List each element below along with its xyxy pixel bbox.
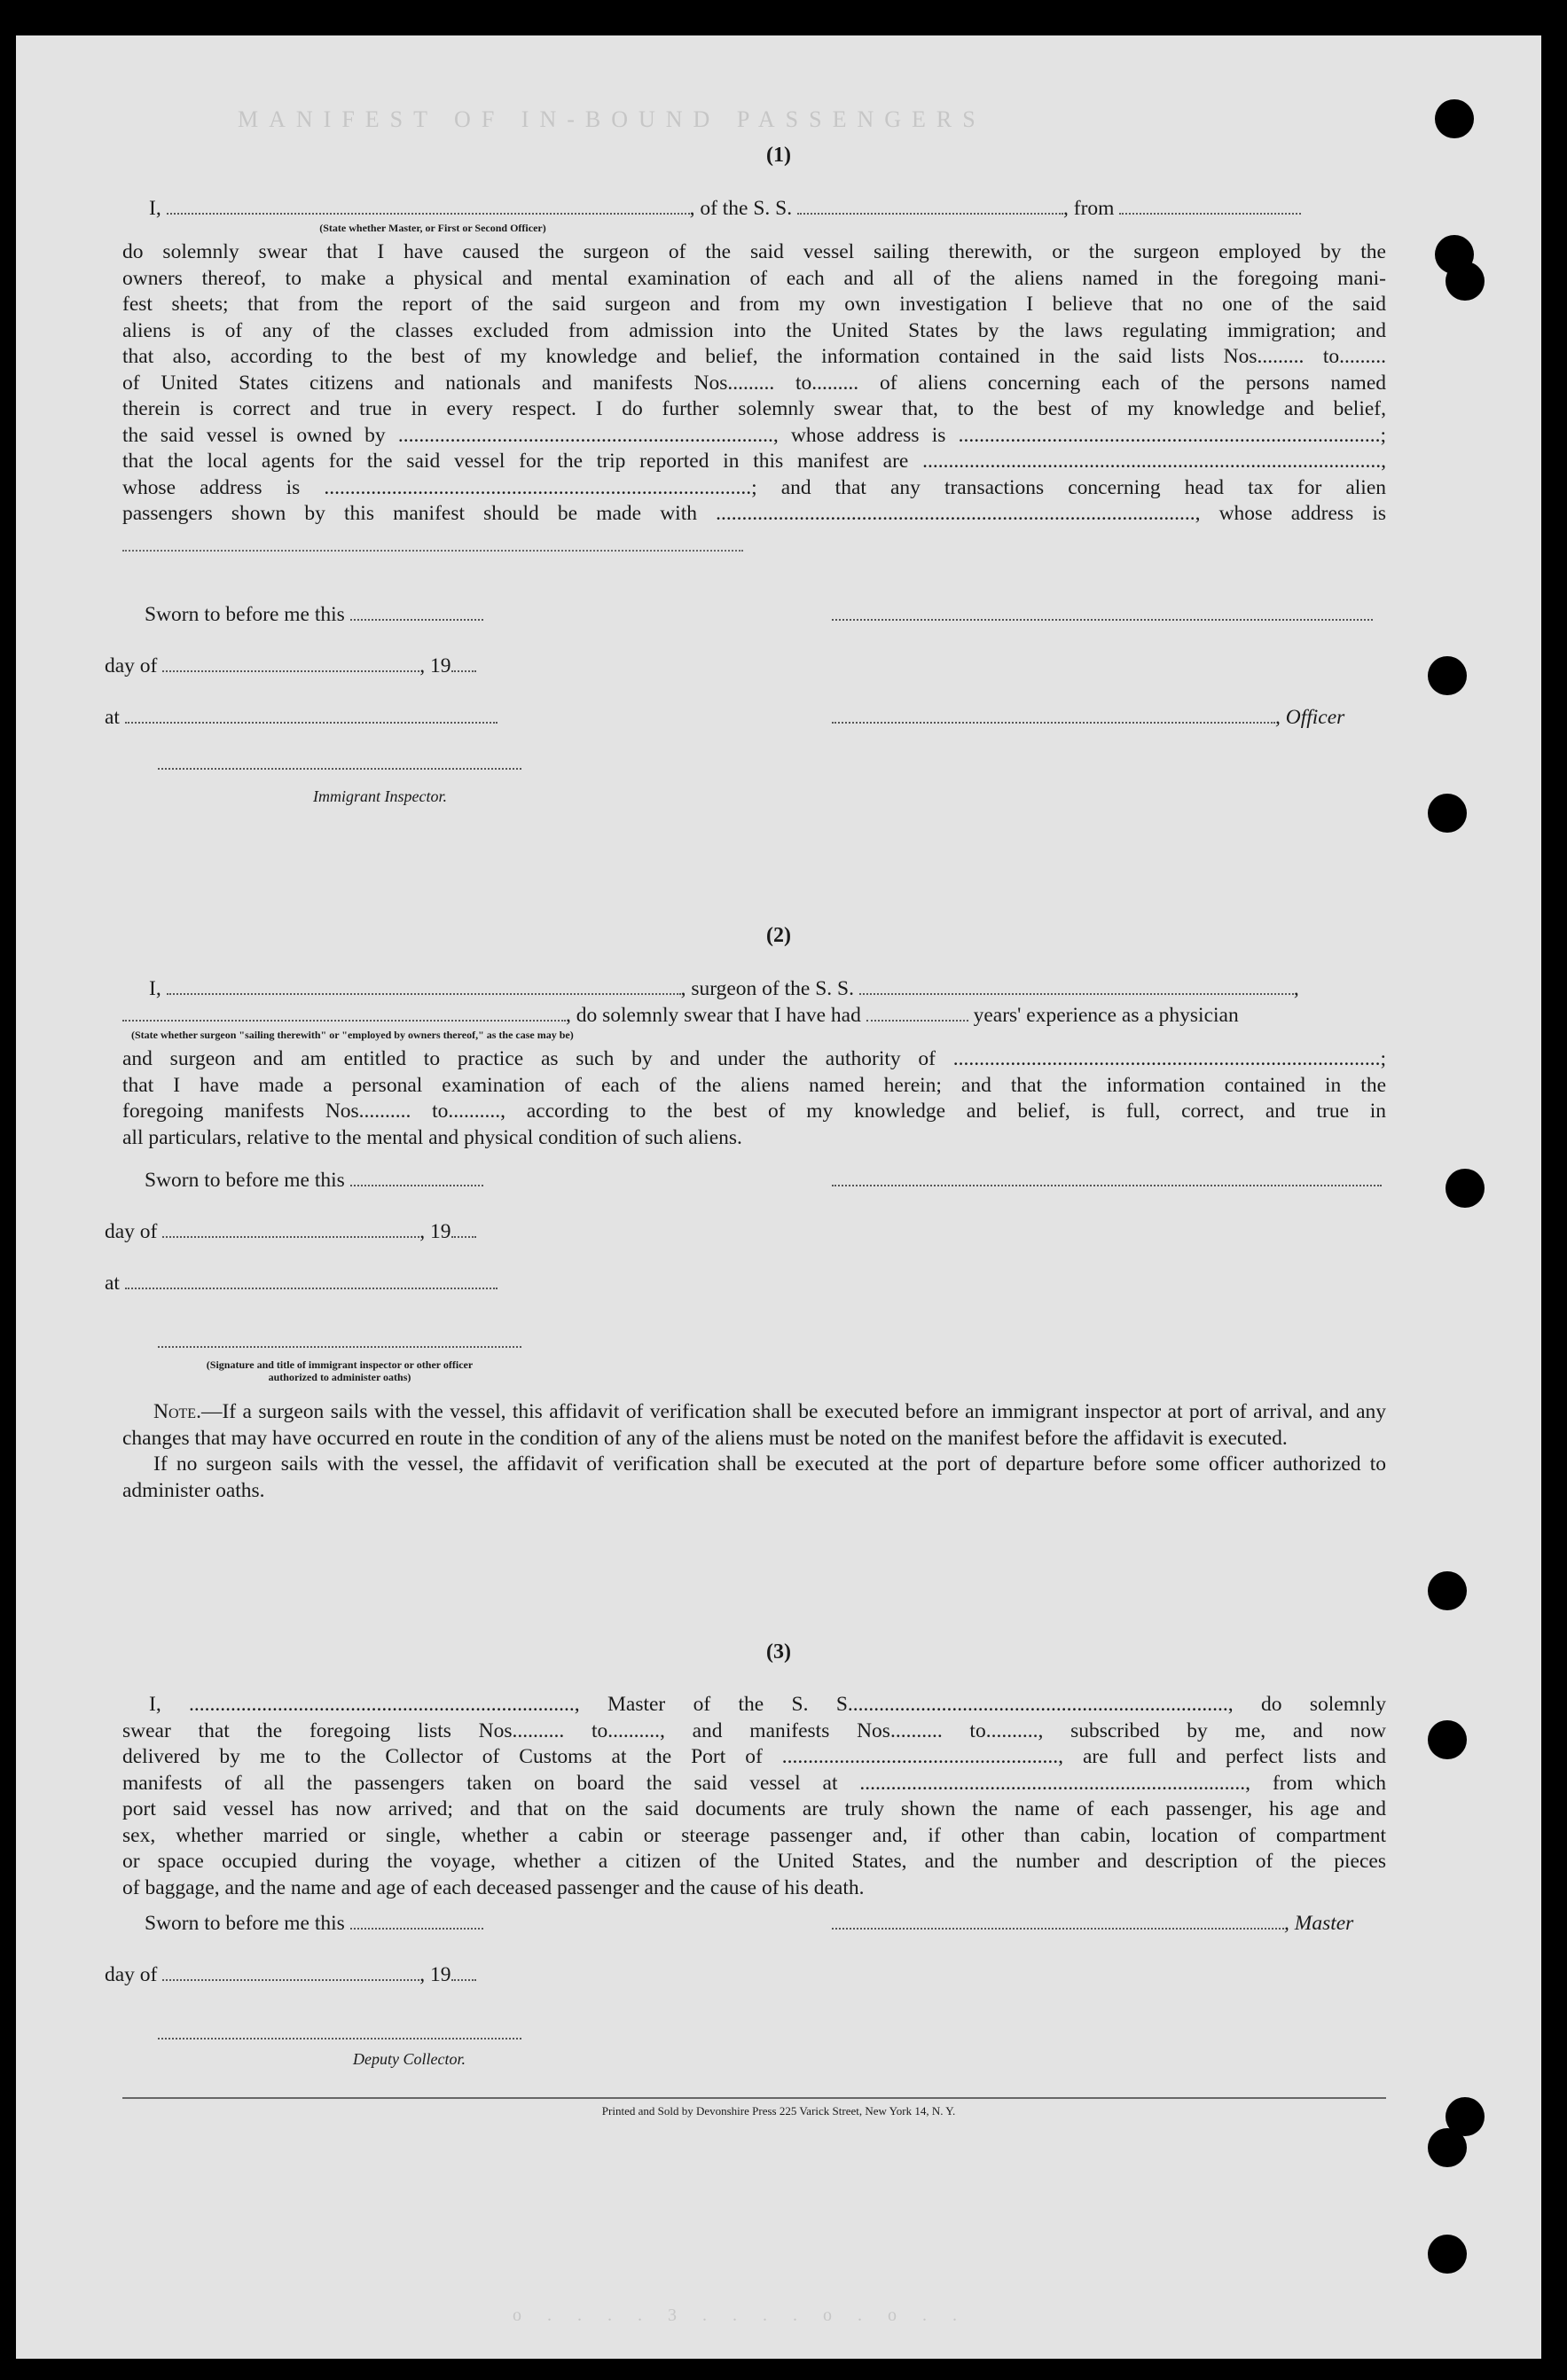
day-of-field[interactable] [162,1963,419,1981]
sworn-day-field[interactable] [350,1912,483,1930]
section-1-at-line: at [105,706,498,730]
continuation-dots [122,550,743,552]
section-2-second-line: , do solemnly swear that I have had years' experience as a physician [122,1004,1239,1028]
master-signature-field[interactable] [832,1912,1284,1930]
section-3-oath-paragraph: I, .........................................................................., Master of the S. S........................................................................., do solemnly swear that the foregoing lists Nos.......... to.........., and manifests Nos.......... to.........., subscribed by me, and now delivered by me to the Collector of Customs at the Port of ....................................................., are full and perfect lists and manifests of all the passengers taken on board the said vessel at .........................................................................., from which port said vessel has now arrived; and that on the said documents are truly shown the name of each passenger, his age and sex, whether married or single, whether a cabin or steerage passenger and, if other than cabin, location of compartment or space occupied during the voyage, whether a citizen of the United States, and the number and description of the pieces of baggage, and the name and age of each deceased passenger and the cause of his death. [122,1693,1386,1899]
bleed-through-mark: o . . . . 3 . . . . o . o . . [513,2306,968,2325]
section-2-oath-paragraph: and surgeon and am entitled to practice as such by and under the authority of ..................................................................................; that I have made a personal examination of each of the aliens named herein; and that the information contained in the foregoing manifests Nos.......... to.........., according to the best of my knowledge and belief, is full, correct, and true in all particulars, relative to the mental and physical condition of such aliens. [122,1047,1386,1149]
year-field[interactable] [451,654,476,672]
punch-hole [1428,2128,1467,2167]
punch-hole [1435,99,1474,138]
surgeon-status-field[interactable] [122,1004,566,1022]
year-field[interactable] [451,1963,476,1981]
at-place-field[interactable] [125,1272,498,1289]
section-1-opening-line: I, , of the S. S. , from [149,197,1301,221]
section-3-number: (3) [766,1640,791,1664]
years-experience-field[interactable] [866,1004,968,1022]
surgeon-signature-line[interactable] [832,1169,1382,1193]
punch-hole [1428,1720,1467,1759]
administering-officer-signature-line[interactable] [158,1330,521,1354]
section-2-sworn-line: Sworn to before me this [145,1169,483,1193]
section-2-at-line: at [105,1272,498,1296]
officer-rank-note: (State whether Master, or First or Second Officer) [319,222,546,234]
form-page [16,35,1541,2359]
punch-hole [1446,1169,1485,1208]
section-3-day-of-line: day of , 19 [105,1963,476,1987]
surgeon-vessel-field[interactable] [859,977,1294,995]
day-of-field[interactable] [162,654,419,672]
officer-name-field[interactable] [167,197,690,215]
officer-signature-field[interactable] [832,706,1275,724]
printer-imprint: Printed and Sold by Devonshire Press 225 Varick Street, New York 14, N. Y. [601,2104,956,2118]
section-2-day-of-line: day of , 19 [105,1220,476,1244]
section-1-sworn-line: Sworn to before me this [145,603,483,627]
footer-rule [122,2097,1386,2099]
day-of-field[interactable] [162,1220,419,1238]
sworn-day-field[interactable] [350,1169,483,1186]
master-signature-line: , Master [832,1912,1353,1936]
deputy-collector-label: Deputy Collector. [353,2050,466,2068]
year-field[interactable] [451,1220,476,1238]
surgeon-status-note: (State whether surgeon "sailing therewith" or "employed by owners thereof," as the case may be) [131,1029,574,1041]
section-2-number: (2) [766,924,791,947]
section-2-opening-line: I, , surgeon of the S. S. , [149,977,1299,1000]
punch-hole [1428,656,1467,695]
section-1-number: (1) [766,144,791,167]
punch-hole [1428,2235,1467,2274]
inspector-signature-line[interactable] [158,752,521,776]
surgeon-name-field[interactable] [167,977,681,995]
sworn-day-field[interactable] [350,603,483,621]
punch-hole [1428,794,1467,833]
section-3-sworn-line: Sworn to before me this [145,1912,483,1936]
administering-officer-caption: (Signature and title of immigrant inspector or other officer authorized to administer oaths) [206,1358,474,1383]
section-1-day-of-line: day of , 19 [105,654,476,678]
at-place-field[interactable] [125,706,498,724]
officer-signature-line-1[interactable] [832,603,1373,627]
officer-signature-line-2: , Officer [832,706,1344,730]
from-port-field[interactable] [1119,197,1301,215]
vessel-name-field[interactable] [797,197,1063,215]
deputy-collector-signature-line[interactable] [158,2022,521,2046]
note-paragraph: Note.—If a surgeon sails with the vessel, this affidavit of verification shall be executed before an immigrant inspector at port of arrival, and any changes that may have occurred en route in the condition of any of the aliens must be noted on the manifest before the affidavit is executed. If no surgeon sails with the vessel, the affidavit of verification shall be executed at the port of departure before some officer authorized to administer oaths. [122,1400,1386,1502]
punch-hole [1428,1571,1467,1610]
inspector-label: Immigrant Inspector. [313,787,447,805]
bleed-through-mark: MANIFEST OF IN-BOUND PASSENGERS [238,106,986,132]
note-label: Note. [153,1400,201,1423]
punch-hole [1446,262,1485,301]
section-1-oath-paragraph: do solemnly swear that I have caused the surgeon of the said vessel sailing therewith, or the surgeon employed by the owners thereof, to make a physical and mental examination of each and all of the aliens named in the foregoing mani- fest sheets; that from the report of the said surgeon and from my own investigation I believe that no one of the said aliens is of any of the classes excluded from admission into the United States by the laws regulating immigration; and that also, according to the best of my knowledge and belief, the information contained in the said lists Nos......... to......... of United States citizens and nationals and manifests Nos......... to......... of aliens concerning each of the persons named therein is correct and true in every respect. I do further solemnly swear that, to the best of my knowledge and belief, the said vessel is owned by ........................................................................, whose address is .................................................................................; that the local agents for the said vessel for the trip reported in this manifest are ........................................................................................, whose address is ..................................................................................; and that any transactions concerning head tax for alien passengers shown by this manifest should be made with ............................................................................................, whose address is [122,240,1386,525]
